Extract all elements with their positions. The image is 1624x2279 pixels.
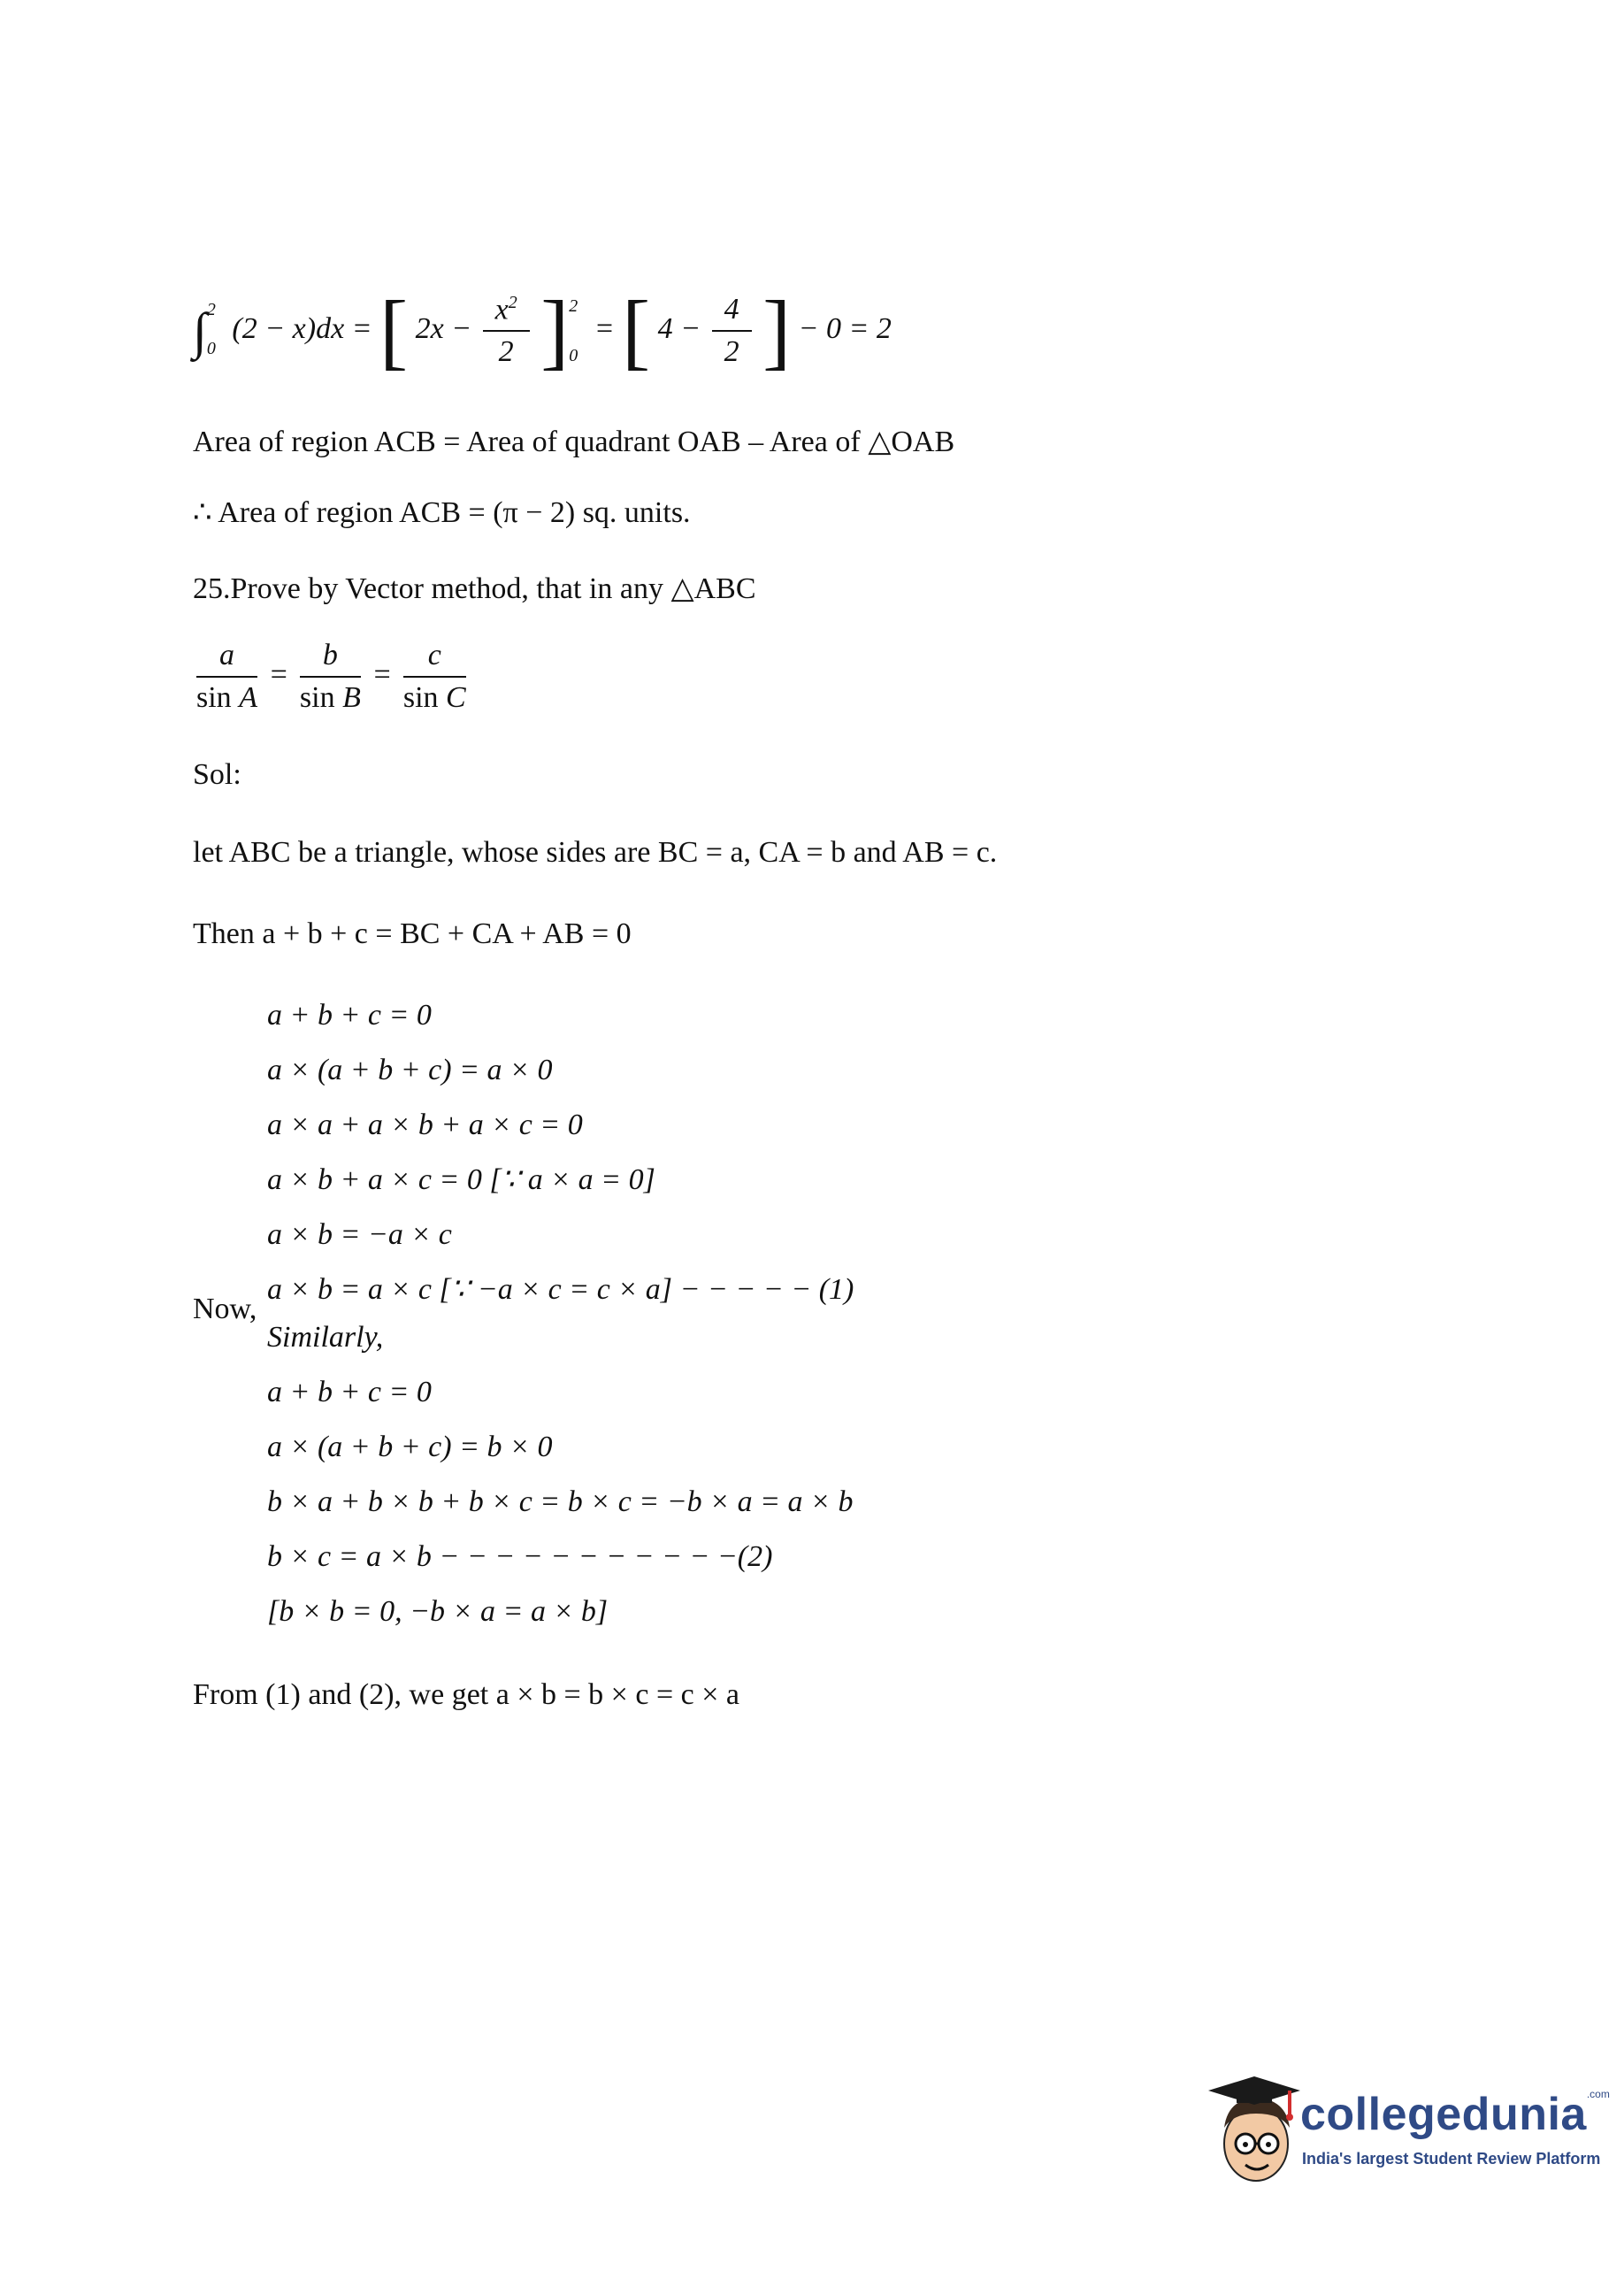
brand-tagline: India's largest Student Review Platform <box>1302 2150 1601 2168</box>
deriv-line-1: a + b + c = 0 <box>267 999 432 1032</box>
deriv-line-5: a × b = −a × c <box>267 1218 452 1251</box>
let-statement: let ABC be a triangle, whose sides are BC = a, CA = b and AB = c. <box>193 836 998 869</box>
now-label: Now, <box>193 1293 257 1325</box>
deriv-line-10: b × a + b × b + b × c = b × c = −b × a = a × b <box>267 1485 854 1518</box>
deriv-line-8: a + b + c = 0 <box>267 1376 432 1408</box>
area-result: ∴ Area of region ACB = (π − 2) sq. units. <box>193 496 691 529</box>
then-statement: Then a + b + c = BC + CA + AB = 0 <box>193 917 632 950</box>
sine-rule-visual: $\frac{a}{\text{sin A}}$ = $\frac{b}{\text{sin B}}$ = $\frac{c}{\text{sin C}}$ <box>196 639 466 714</box>
mascot-icon <box>1208 2076 1300 2181</box>
logo-wordmark <box>1300 2088 1610 2141</box>
deriv-line-4: a × b + a × c = 0 [∵ a × a = 0] <box>267 1163 655 1196</box>
deriv-line-3: a × a + a × b + a × c = 0 <box>267 1109 583 1141</box>
brand-name: collegedunia <box>1300 2089 1587 2140</box>
brand-dotcom: .com <box>1586 2088 1610 2100</box>
deriv-line-2: a × (a + b + c) = a × 0 <box>267 1054 553 1086</box>
sol-label: Sol: <box>193 758 241 791</box>
integral-sign: ∫ <box>193 302 207 360</box>
question-25: 25.Prove by Vector method, that in any △ABC <box>193 572 756 605</box>
deriv-line-7: Similarly, <box>267 1321 384 1354</box>
deriv-line-9: a × (a + b + c) = b × 0 <box>267 1431 553 1463</box>
area-statement: Area of region ACB = Area of quadrant OAB – Area of △OAB <box>193 426 955 458</box>
deriv-line-11: b × c = a × b − − − − − − − − − − −(2) <box>267 1540 773 1573</box>
from-statement: From (1) and (2), we get a × b = b × c = c × a <box>193 1678 739 1711</box>
deriv-line-6: a × b = a × c [∵ −a × c = c × a] − − − − − (1) <box>267 1273 854 1306</box>
deriv-line-12: [b × b = 0, −b × a = a × b] <box>267 1595 609 1628</box>
integral-equation: ∫$^2_0$ (2 − x)dx = [ 2x − $\frac{x^2}{2}$ ]$^2_0$ = [ 4 − $\frac{4}{2}$ ] − 0 = 2 <box>193 283 892 378</box>
